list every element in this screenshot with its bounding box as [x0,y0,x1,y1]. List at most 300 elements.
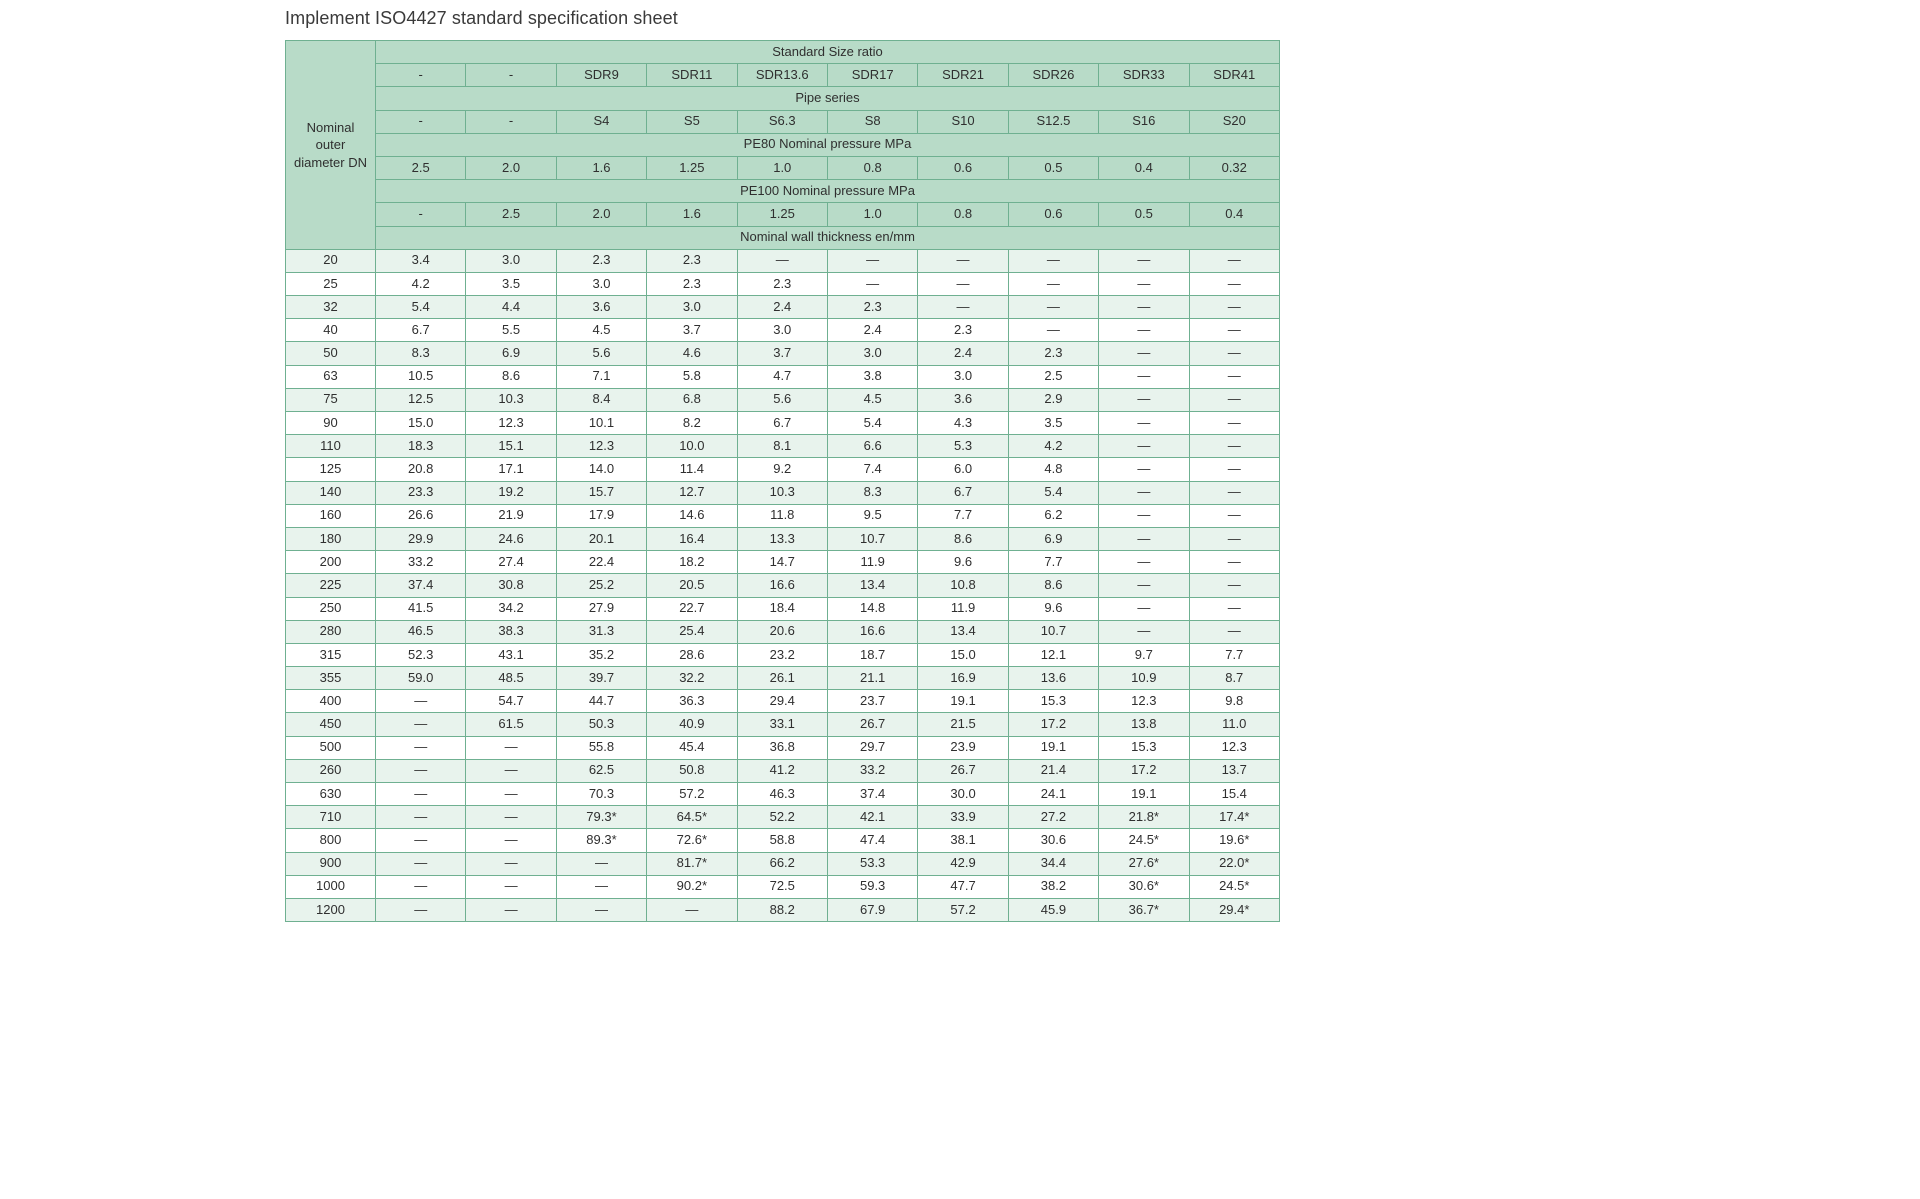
dn-cell: 32 [286,296,376,319]
value-cell: 59.0 [376,667,466,690]
value-cell: — [1189,388,1279,411]
value-cell: 36.7* [1099,898,1189,921]
value-cell: 2.5 [1008,365,1098,388]
value-cell: — [1099,574,1189,597]
value-cell: 21.5 [918,713,1008,736]
value-cell: 5.3 [918,435,1008,458]
value-cell: 13.7 [1189,759,1279,782]
value-cell: 6.9 [1008,527,1098,550]
value-cell: 6.0 [918,458,1008,481]
value-cell: 50.8 [647,759,737,782]
value-cell: 10.3 [466,388,556,411]
value-cell: — [1099,551,1189,574]
value-cell: 8.7 [1189,667,1279,690]
value-cell: 3.0 [647,296,737,319]
value-cell: 12.7 [647,481,737,504]
value-cell: 13.6 [1008,667,1098,690]
value-cell: 15.4 [1189,783,1279,806]
header-band-values-row [286,156,1280,179]
value-cell: 29.4 [737,690,827,713]
value-cell: 4.5 [827,388,917,411]
value-cell: 20.5 [647,574,737,597]
table-row [286,759,1280,782]
value-cell: 24.1 [1008,783,1098,806]
value-cell: — [1189,504,1279,527]
dn-cell: 180 [286,527,376,550]
value-cell: 57.2 [647,783,737,806]
band-value-cell: S10 [918,110,1008,133]
value-cell: — [376,783,466,806]
value-cell: 4.2 [1008,435,1098,458]
value-cell: 28.6 [647,643,737,666]
value-cell: 10.3 [737,481,827,504]
band-value-cell: 1.0 [827,203,917,226]
value-cell: 7.7 [918,504,1008,527]
band-value-cell: 2.0 [556,203,646,226]
value-cell: 29.4* [1189,898,1279,921]
dn-cell: 125 [286,458,376,481]
value-cell: — [1099,412,1189,435]
dn-cell: 260 [286,759,376,782]
value-cell: 12.3 [466,412,556,435]
value-cell: 27.9 [556,597,646,620]
value-cell: — [1099,435,1189,458]
value-cell: 33.9 [918,806,1008,829]
dn-cell: 75 [286,388,376,411]
value-cell: 90.2* [647,875,737,898]
band-label: Pipe series [376,87,1280,110]
value-cell: 23.7 [827,690,917,713]
value-cell: — [376,736,466,759]
value-cell: 17.4* [1189,806,1279,829]
value-cell: — [376,898,466,921]
value-cell: — [556,898,646,921]
band-value-cell: S16 [1099,110,1189,133]
value-cell: 9.6 [1008,597,1098,620]
value-cell: 7.7 [1008,551,1098,574]
corner-header: Nominal outer diameter DN [286,41,376,250]
value-cell: — [466,852,556,875]
value-cell: — [1008,272,1098,295]
value-cell: — [827,249,917,272]
value-cell: 7.1 [556,365,646,388]
value-cell: — [466,759,556,782]
value-cell: 9.8 [1189,690,1279,713]
value-cell: 4.8 [1008,458,1098,481]
value-cell: 10.5 [376,365,466,388]
dn-cell: 800 [286,829,376,852]
value-cell: 17.2 [1099,759,1189,782]
value-cell: 5.6 [737,388,827,411]
dn-cell: 200 [286,551,376,574]
header-band-values-row [286,64,1280,87]
value-cell: — [918,272,1008,295]
value-cell: 9.7 [1099,643,1189,666]
value-cell: 61.5 [466,713,556,736]
value-cell: — [1099,458,1189,481]
header-band-values-row [286,203,1280,226]
value-cell: 15.3 [1099,736,1189,759]
value-cell: 43.1 [466,643,556,666]
dn-cell: 1000 [286,875,376,898]
value-cell: 23.9 [918,736,1008,759]
value-cell: 15.7 [556,481,646,504]
value-cell: 4.5 [556,319,646,342]
value-cell: — [1189,272,1279,295]
value-cell: 42.1 [827,806,917,829]
value-cell: — [1099,388,1189,411]
value-cell: 9.5 [827,504,917,527]
band-label: PE100 Nominal pressure MPa [376,180,1280,203]
value-cell: 89.3* [556,829,646,852]
value-cell: 14.7 [737,551,827,574]
value-cell: — [376,829,466,852]
dn-cell: 160 [286,504,376,527]
value-cell: — [466,898,556,921]
value-cell: 11.8 [737,504,827,527]
value-cell: 2.3 [827,296,917,319]
value-cell: 30.6* [1099,875,1189,898]
table-row [286,551,1280,574]
band-value-cell: 0.5 [1099,203,1189,226]
value-cell: 72.5 [737,875,827,898]
value-cell: 11.9 [827,551,917,574]
value-cell: 10.7 [1008,620,1098,643]
value-cell: 13.4 [918,620,1008,643]
value-cell: 11.9 [918,597,1008,620]
value-cell: 48.5 [466,667,556,690]
value-cell: — [1189,319,1279,342]
value-cell: 33.2 [827,759,917,782]
band-value-cell: SDR13.6 [737,64,827,87]
band-label: PE80 Nominal pressure MPa [376,133,1280,156]
value-cell: — [1008,296,1098,319]
value-cell: 54.7 [466,690,556,713]
value-cell: 35.2 [556,643,646,666]
band-value-cell: 2.5 [376,156,466,179]
value-cell: 8.3 [376,342,466,365]
value-cell: 81.7* [647,852,737,875]
value-cell: — [1099,620,1189,643]
value-cell: 21.4 [1008,759,1098,782]
value-cell: 25.4 [647,620,737,643]
value-cell: 29.9 [376,527,466,550]
band-value-cell: 2.5 [466,203,556,226]
value-cell: 21.8* [1099,806,1189,829]
value-cell: 10.9 [1099,667,1189,690]
value-cell: 32.2 [647,667,737,690]
value-cell: 12.3 [1099,690,1189,713]
band-value-cell: SDR41 [1189,64,1279,87]
table-row [286,875,1280,898]
value-cell: 4.6 [647,342,737,365]
value-cell: — [1099,597,1189,620]
value-cell: — [376,759,466,782]
value-cell: — [1099,272,1189,295]
value-cell: 13.3 [737,527,827,550]
dn-cell: 315 [286,643,376,666]
value-cell: — [1099,319,1189,342]
band-value-cell: S20 [1189,110,1279,133]
value-cell: 8.6 [1008,574,1098,597]
value-cell: 30.0 [918,783,1008,806]
value-cell: 19.2 [466,481,556,504]
value-cell: 15.0 [918,643,1008,666]
value-cell: 58.8 [737,829,827,852]
table-row [286,643,1280,666]
value-cell: — [1189,458,1279,481]
band-value-cell: 0.5 [1008,156,1098,179]
band-value-cell: 0.6 [1008,203,1098,226]
value-cell: — [1008,249,1098,272]
value-cell: — [1008,319,1098,342]
value-cell: — [376,852,466,875]
band-value-cell: SDR17 [827,64,917,87]
table-row [286,690,1280,713]
dn-cell: 90 [286,412,376,435]
table-row [286,597,1280,620]
table-row [286,272,1280,295]
value-cell: 17.1 [466,458,556,481]
band-value-cell: - [376,64,466,87]
value-cell: 22.0* [1189,852,1279,875]
table-row [286,783,1280,806]
band-value-cell: 0.4 [1099,156,1189,179]
table-row [286,504,1280,527]
value-cell: 18.7 [827,643,917,666]
value-cell: — [1189,365,1279,388]
value-cell: 29.7 [827,736,917,759]
value-cell: 14.6 [647,504,737,527]
value-cell: 9.2 [737,458,827,481]
value-cell: 70.3 [556,783,646,806]
value-cell: 13.4 [827,574,917,597]
value-cell: — [1189,574,1279,597]
value-cell: 36.3 [647,690,737,713]
value-cell: 10.0 [647,435,737,458]
value-cell: — [1189,249,1279,272]
value-cell: 19.1 [1099,783,1189,806]
value-cell: 3.4 [376,249,466,272]
band-value-cell: 1.25 [647,156,737,179]
value-cell: 2.9 [1008,388,1098,411]
value-cell: 26.7 [918,759,1008,782]
value-cell: 79.3* [556,806,646,829]
value-cell: 30.6 [1008,829,1098,852]
band-value-cell: - [376,110,466,133]
value-cell: 6.7 [737,412,827,435]
dn-cell: 63 [286,365,376,388]
value-cell: 14.0 [556,458,646,481]
value-cell: 15.0 [376,412,466,435]
dn-cell: 140 [286,481,376,504]
band-value-cell: SDR26 [1008,64,1098,87]
dn-cell: 630 [286,783,376,806]
value-cell: — [466,875,556,898]
band-value-cell: SDR11 [647,64,737,87]
value-cell: 6.7 [918,481,1008,504]
value-cell: 27.6* [1099,852,1189,875]
dn-cell: 355 [286,667,376,690]
value-cell: — [1099,504,1189,527]
value-cell: 55.8 [556,736,646,759]
value-cell: 8.3 [827,481,917,504]
value-cell: 5.4 [376,296,466,319]
value-cell: 14.8 [827,597,917,620]
value-cell: 3.0 [466,249,556,272]
value-cell: 46.5 [376,620,466,643]
value-cell: 3.5 [466,272,556,295]
value-cell: 8.6 [918,527,1008,550]
dn-cell: 1200 [286,898,376,921]
dn-cell: 400 [286,690,376,713]
value-cell: 3.7 [647,319,737,342]
band-value-cell: - [376,203,466,226]
table-row [286,574,1280,597]
value-cell: 59.3 [827,875,917,898]
value-cell: 2.4 [737,296,827,319]
dn-cell: 40 [286,319,376,342]
value-cell: — [556,875,646,898]
value-cell: 10.1 [556,412,646,435]
value-cell: 19.1 [918,690,1008,713]
value-cell: 26.1 [737,667,827,690]
table-row [286,435,1280,458]
value-cell: — [466,806,556,829]
value-cell: 45.4 [647,736,737,759]
band-value-cell: 0.8 [827,156,917,179]
value-cell: 5.6 [556,342,646,365]
page-title: Implement ISO4427 standard specification sheet [285,8,678,28]
value-cell: 7.7 [1189,643,1279,666]
value-cell: 62.5 [556,759,646,782]
dn-cell: 450 [286,713,376,736]
value-cell: — [918,249,1008,272]
header-band-label-row [286,87,1280,110]
band-value-cell: SDR21 [918,64,1008,87]
value-cell: 12.1 [1008,643,1098,666]
value-cell: 5.4 [1008,481,1098,504]
band-value-cell: 1.25 [737,203,827,226]
value-cell: 52.2 [737,806,827,829]
value-cell: 31.3 [556,620,646,643]
value-cell: 11.4 [647,458,737,481]
table-row [286,365,1280,388]
value-cell: — [1099,365,1189,388]
value-cell: 13.8 [1099,713,1189,736]
value-cell: 4.3 [918,412,1008,435]
value-cell: — [1099,342,1189,365]
value-cell: 3.7 [737,342,827,365]
value-cell: 37.4 [376,574,466,597]
band-value-cell: S12.5 [1008,110,1098,133]
value-cell: — [1189,342,1279,365]
value-cell: 27.4 [466,551,556,574]
value-cell: 88.2 [737,898,827,921]
table-row [286,388,1280,411]
value-cell: 42.9 [918,852,1008,875]
value-cell: 18.2 [647,551,737,574]
value-cell: 3.6 [918,388,1008,411]
value-cell: 10.7 [827,527,917,550]
value-cell: 3.0 [827,342,917,365]
value-cell: 2.3 [647,249,737,272]
value-cell: — [1189,481,1279,504]
dn-cell: 280 [286,620,376,643]
band-value-cell: S5 [647,110,737,133]
value-cell: 6.9 [466,342,556,365]
value-cell: 20.1 [556,527,646,550]
value-cell: 46.3 [737,783,827,806]
dn-cell: 50 [286,342,376,365]
value-cell: — [1189,412,1279,435]
value-cell: 20.8 [376,458,466,481]
table-row [286,249,1280,272]
value-cell: 33.2 [376,551,466,574]
band-value-cell: 1.0 [737,156,827,179]
value-cell: — [737,249,827,272]
value-cell: 39.7 [556,667,646,690]
value-cell: 2.3 [1008,342,1098,365]
band-value-cell: S4 [556,110,646,133]
value-cell: 8.2 [647,412,737,435]
value-cell: — [376,713,466,736]
value-cell: — [827,272,917,295]
band-value-cell: 2.0 [466,156,556,179]
value-cell: — [376,875,466,898]
value-cell: 17.2 [1008,713,1098,736]
value-cell: 16.9 [918,667,1008,690]
band-value-cell: 0.8 [918,203,1008,226]
dn-cell: 25 [286,272,376,295]
dn-cell: 110 [286,435,376,458]
table-row [286,296,1280,319]
table-row [286,713,1280,736]
value-cell: 15.1 [466,435,556,458]
value-cell: 12.3 [556,435,646,458]
value-cell: 16.4 [647,527,737,550]
value-cell: 53.3 [827,852,917,875]
band-value-cell: S8 [827,110,917,133]
value-cell: — [376,806,466,829]
value-cell: 4.2 [376,272,466,295]
value-cell: 26.6 [376,504,466,527]
value-cell: 2.3 [918,319,1008,342]
value-cell: 2.3 [737,272,827,295]
value-cell: 64.5* [647,806,737,829]
value-cell: — [1099,527,1189,550]
value-cell: — [1189,620,1279,643]
value-cell: — [1189,435,1279,458]
dn-cell: 250 [286,597,376,620]
value-cell: 3.8 [827,365,917,388]
value-cell: 27.2 [1008,806,1098,829]
value-cell: — [556,852,646,875]
value-cell: 47.7 [918,875,1008,898]
table-row [286,667,1280,690]
dn-cell: 500 [286,736,376,759]
band-value-cell: - [466,64,556,87]
value-cell: — [1099,296,1189,319]
value-cell: — [918,296,1008,319]
value-cell: 22.7 [647,597,737,620]
value-cell: 24.5* [1099,829,1189,852]
value-cell: 4.7 [737,365,827,388]
value-cell: — [466,829,556,852]
band-value-cell: S6.3 [737,110,827,133]
value-cell: 26.7 [827,713,917,736]
value-cell: 34.4 [1008,852,1098,875]
